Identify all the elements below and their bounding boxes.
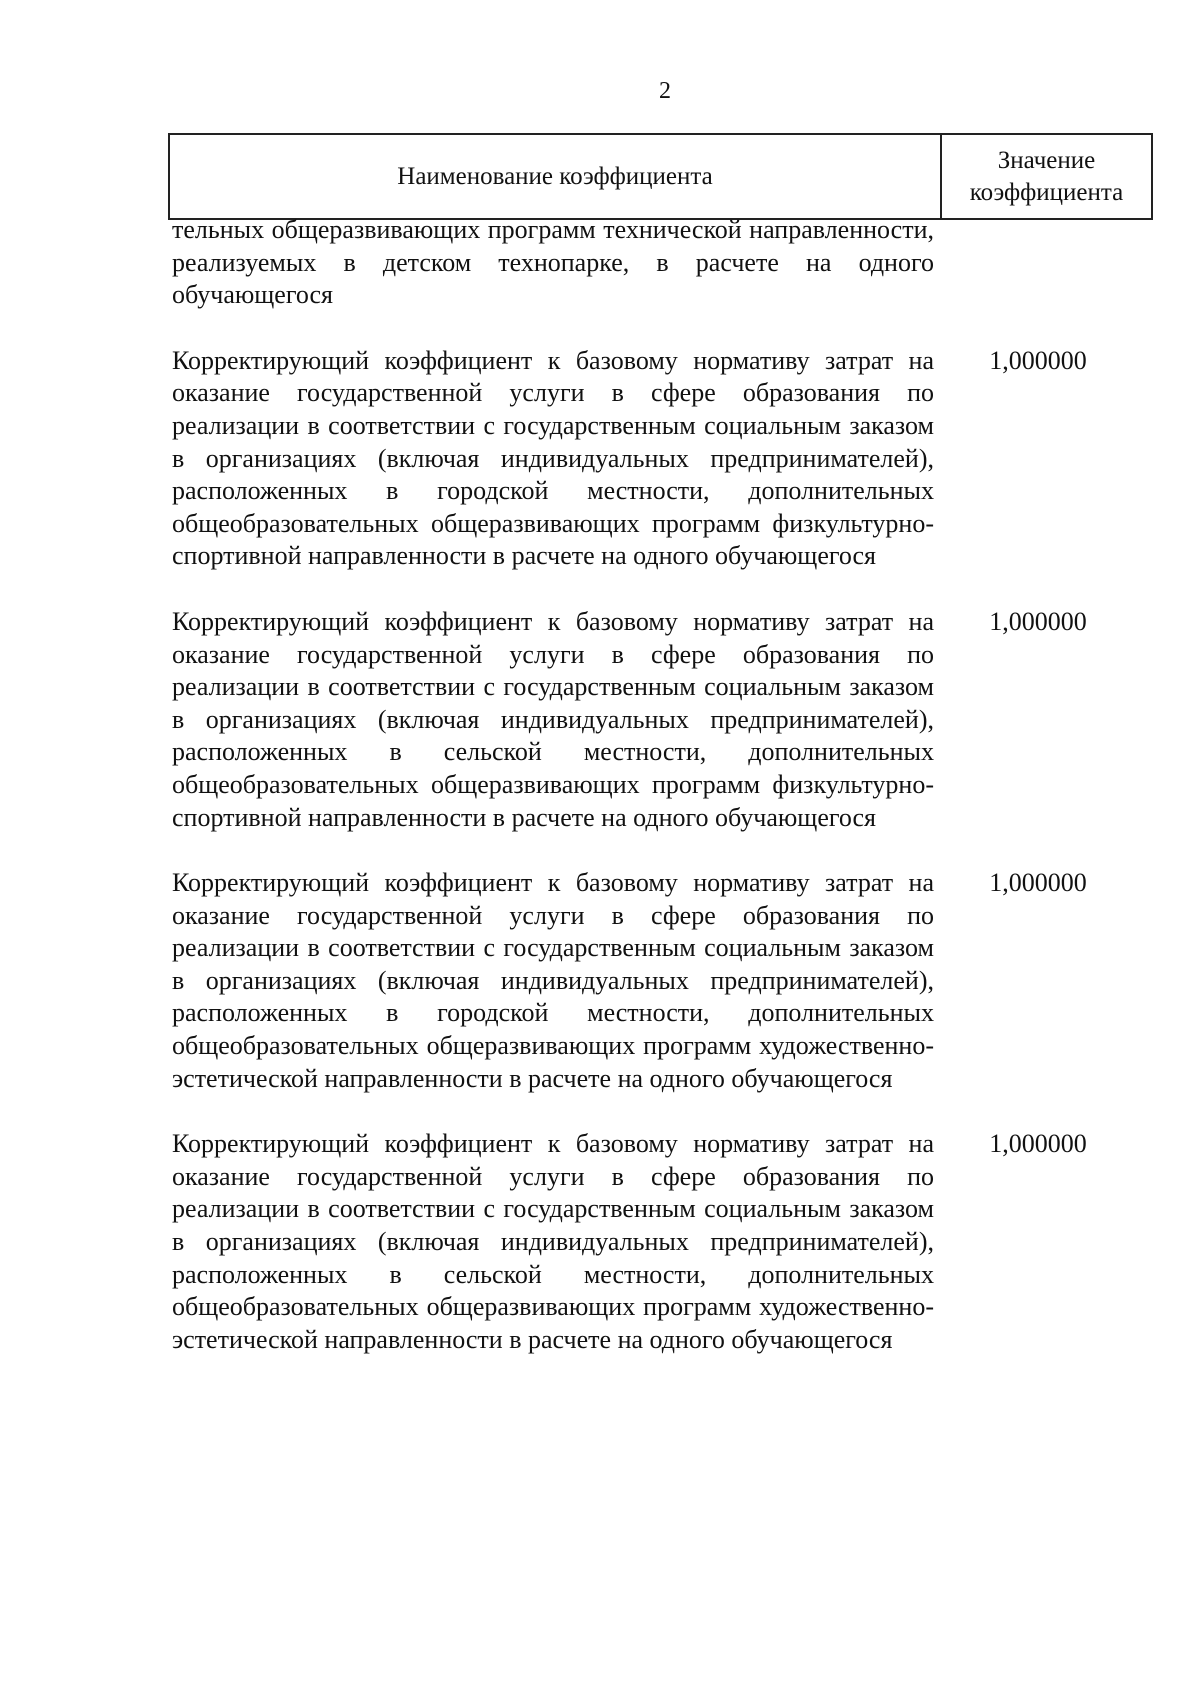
page-number: 2 bbox=[659, 78, 671, 104]
coefficient-value: 1,000000 bbox=[989, 606, 1087, 636]
coefficient-name: Корректирующий коэффициент к базовому нормативу затрат на оказание государственной услуги в сфере образования по реализации в соответствии с государственным социальным заказом в организациях (включая индивидуальных предпринимателей), расположенных в сельской местности, дополнительных общеобразовательных общеразвивающих программ физкультурно-спортивной направленности в расчете на одного обучающегося bbox=[172, 606, 934, 832]
table-row bbox=[172, 214, 1132, 312]
table-header bbox=[168, 133, 1153, 220]
table-body bbox=[172, 214, 1132, 1356]
column-header-name: Наименование коэффициента bbox=[170, 135, 942, 218]
coefficient-value: 1,000000 bbox=[989, 345, 1087, 375]
coefficient-name: Корректирующий коэффициент к базовому нормативу затрат на оказание государственной услуги в сфере образования по реализации в соответствии с государственным социальным заказом в организациях (включая индивидуальных предпринимателей), расположенных в городской местности, дополнительных общеобразовательных общеразвивающих программ физкультурно-спортивной направленности в расчете на одного обучающегося bbox=[172, 345, 934, 571]
coefficient-name: тельных общеразвивающих программ технической направленности, реализуемых в детском технопарке, в расчете на одного обучающегося bbox=[172, 215, 934, 310]
table-row bbox=[172, 1128, 1132, 1356]
coefficient-value: 1,000000 bbox=[989, 1129, 1087, 1159]
table-row bbox=[172, 867, 1132, 1095]
column-header-value-line2: коэффициента bbox=[969, 178, 1124, 206]
coefficient-name: Корректирующий коэффициент к базовому нормативу затрат на оказание государственной услуги в сфере образования по реализации в соответствии с государственным социальным заказом в организациях (включая индивидуальных предпринимателей), расположенных в городской местности, дополнительных общеобразовательных общеразвивающих программ художественно-эстетической направленности в расчете на одного обучающегося bbox=[172, 868, 934, 1093]
column-header-value-line1: Значение bbox=[997, 146, 1096, 174]
coefficient-value: 1,000000 bbox=[989, 868, 1087, 898]
table-row bbox=[172, 345, 1132, 573]
column-header-value bbox=[942, 135, 1151, 218]
coefficient-name: Корректирующий коэффициент к базовому нормативу затрат на оказание государственной услуги в сфере образования по реализации в соответствии с государственным социальным заказом в организациях (включая индивидуальных предпринимателей), расположенных в сельской местности, дополнительных общеобразовательных общеразвивающих программ художественно-эстетической направленности в расчете на одного обучающегося bbox=[172, 1129, 934, 1354]
table-row bbox=[172, 606, 1132, 834]
